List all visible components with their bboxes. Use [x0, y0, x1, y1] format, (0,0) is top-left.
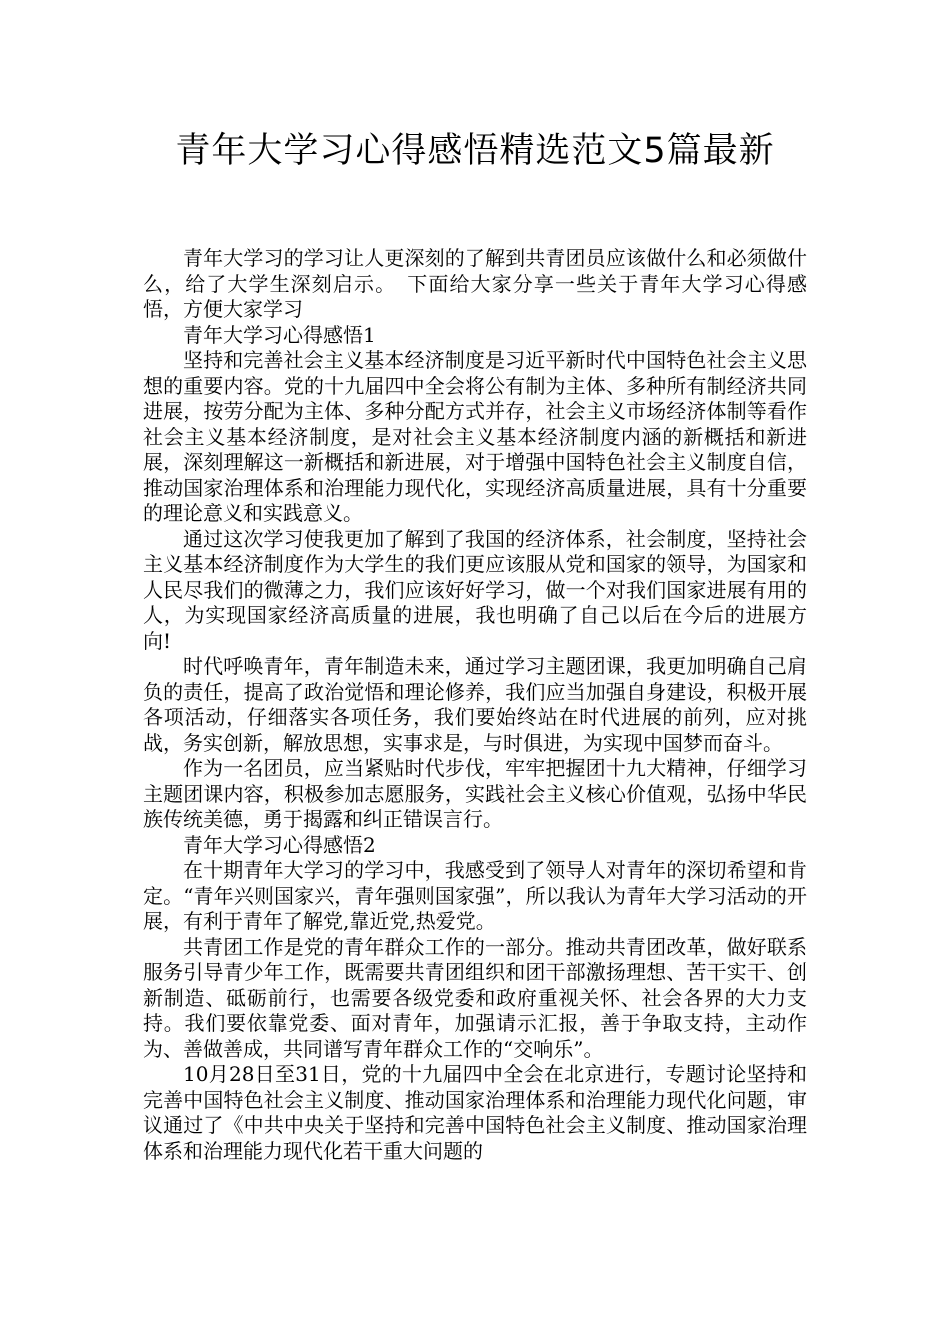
body-paragraph: 时代呼唤青年，青年制造未来，通过学习主题团课，我更加明确自己肩负的责任，提高了政治觉悟和理论修养，我们应当加强自身建设，积极开展各项活动，仔细落实各项任务，我们要始终站在时代进展的前列，应对挑战，务实创新，解放思想，实事求是，与时俱进，为实现中国梦而奋斗。 [143, 654, 807, 755]
body-paragraph: 坚持和完善社会主义基本经济制度是习近平新时代中国特色社会主义思想的重要内容。党的十九届四中全会将公有制为主体、多种所有制经济共同进展，按劳分配为主体、多种分配方式并存，社会主义市场经济体制等看作社会主义基本经济制度，是对社会主义基本经济制度内涵的新概括和新进展，深刻理解这一新概括和新进展，对于增强中国特色社会主义制度自信，推动国家治理体系和治理能力现代化，实现经济高质量进展，具有十分重要的理论意义和实践意义。 [143, 348, 807, 525]
section-heading-2: 青年大学习心得感悟2 [183, 832, 376, 857]
body-paragraph: 共青团工作是党的青年群众工作的一部分。推动共青团改革，做好联系服务引导青少年工作，既需要共青团组织和团干部激扬理想、苦干实干、创新制造、砥砺前行，也需要各级党委和政府重视关怀、社会各界的大力支持。我们要依靠党委、面对青年，加强请示汇报，善于争取支持，主动作为、善做善成，共同谱写青年群众工作的“交响乐”。 [143, 934, 807, 1061]
document-body [143, 246, 807, 1164]
body-paragraph: 在十期青年大学习的学习中，我感受到了领导人对青年的深切希望和肯定。“青年兴则国家兴，青年强则国家强”，所以我认为青年大学习活动的开展，有利于青年了解党,靠近党,热爱党。 [143, 858, 807, 933]
body-paragraph: 作为一名团员，应当紧贴时代步伐，牢牢把握团十九大精神，仔细学习主题团课内容，积极参加志愿服务，实践社会主义核心价值观，弘扬中华民族传统美德，勇于揭露和纠正错误言行。 [143, 756, 807, 831]
document-title: 青年大学习心得感悟精选范文5篇最新 [175, 131, 775, 171]
body-paragraph: 10月28日至31日，党的十九届四中全会在北京进行，专题讨论坚持和完善中国特色社会主义制度、推动国家治理体系和治理能力现代化问题，审议通过了《中共中央关于坚持和完善中国特色社会主义制度、推动国家治理体系和治理能力现代化若干重大问题的 [143, 1062, 807, 1163]
body-paragraph: 通过这次学习使我更加了解到了我国的经济体系，社会制度，坚持社会主义基本经济制度作为大学生的我们更应该服从党和国家的领导，为国家和人民尽我们的微薄之力，我们应该好好学习，做一个对我们国家进展有用的人，为实现国家经济高质量的进展，我也明确了自己以后在今后的进展方向! [143, 526, 807, 653]
section-heading-1: 青年大学习心得感悟1 [183, 322, 376, 347]
intro-paragraph: 青年大学习的学习让人更深刻的了解到共青团员应该做什么和必须做什么，给了大学生深刻启示。 下面给大家分享一些关于青年大学习心得感悟，方便大家学习 [143, 246, 807, 321]
